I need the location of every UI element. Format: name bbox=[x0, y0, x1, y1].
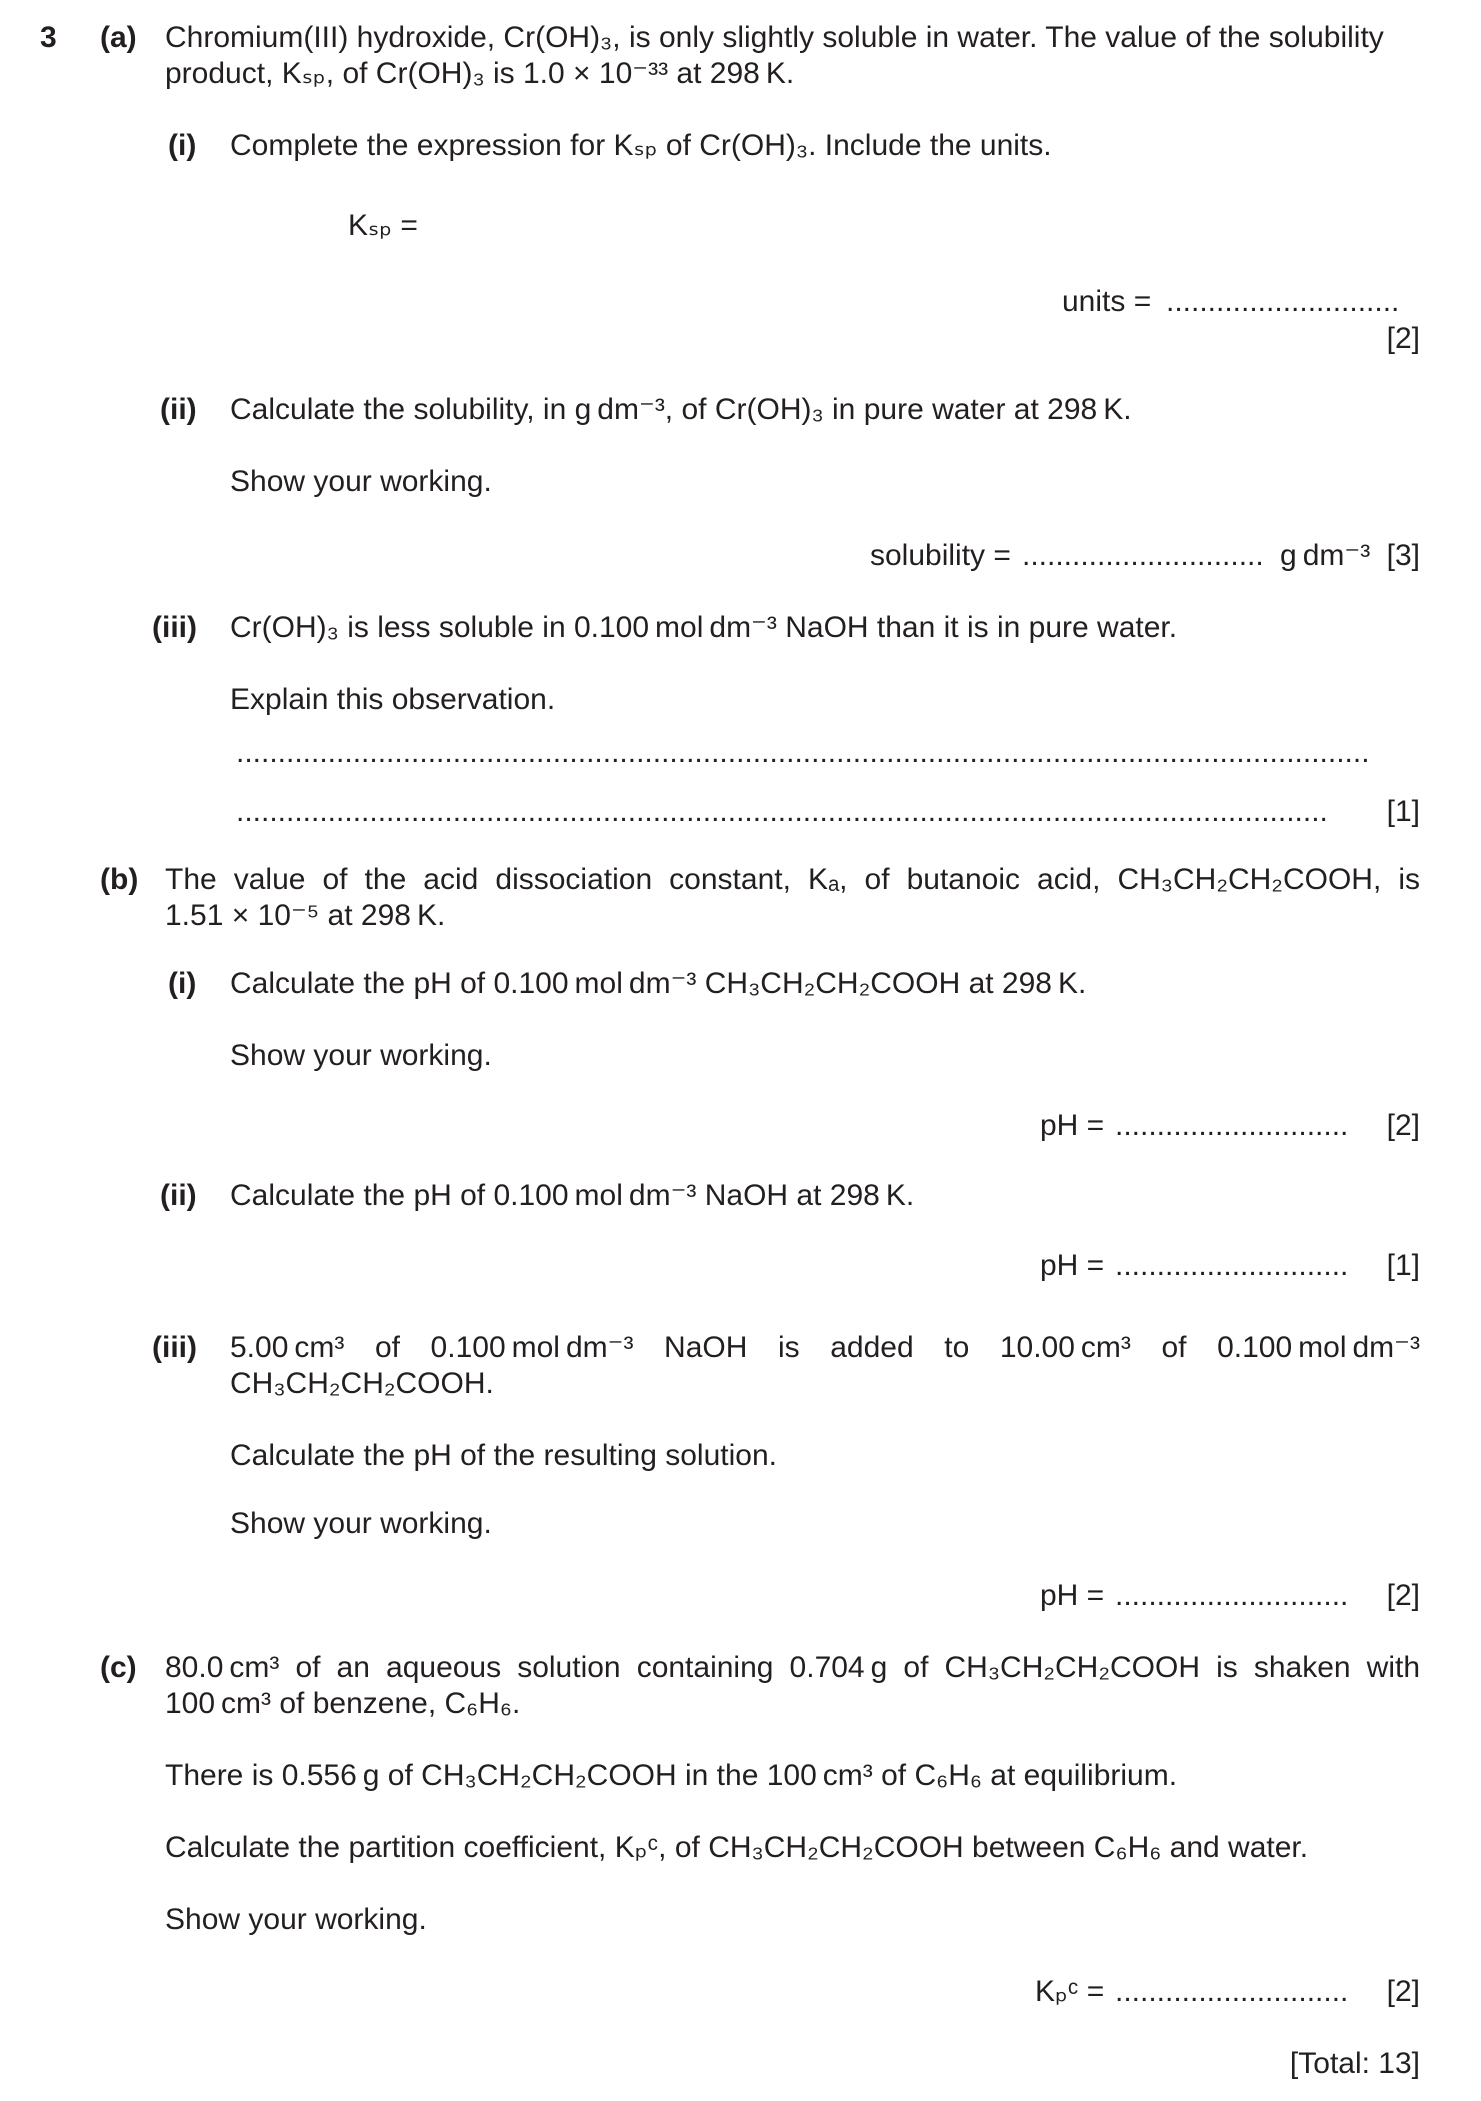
ph-answer-blank-b-i[interactable]: ............................ bbox=[1115, 1109, 1349, 1142]
part-b-iii-marks: [2] bbox=[1386, 1579, 1420, 1612]
part-c-prompt: Calculate the partition coefficient, Kₚᶜ, of CH₃CH₂CH₂COOH between C₆H₆ and water. bbox=[165, 1831, 1309, 1864]
part-b-intro-line1: The value of the acid dissociation constant, Kₐ, of butanoic acid, CH₃CH₂CH₂COOH, is bbox=[165, 863, 1420, 896]
part-b-label: (b) bbox=[100, 863, 139, 896]
part-b-iii-text-line2: CH₃CH₂CH₂COOH. bbox=[230, 1367, 494, 1400]
ksp-expression-label: Kₛₚ = bbox=[348, 209, 418, 242]
ph-answer-blank-b-iii[interactable]: ............................ bbox=[1115, 1579, 1349, 1612]
ph-label-b-iii: pH = bbox=[1040, 1579, 1105, 1612]
part-a-i-marks: [2] bbox=[1386, 322, 1420, 355]
part-a-i-text: Complete the expression for Kₛₚ of Cr(OH)₃. Include the units. bbox=[230, 129, 1052, 162]
kpc-label: Kₚᶜ = bbox=[1035, 1975, 1105, 2008]
part-a-ii-label: (ii) bbox=[160, 393, 197, 426]
ph-label-b-i: pH = bbox=[1040, 1109, 1105, 1142]
part-b-ii-marks: [1] bbox=[1386, 1249, 1420, 1282]
ph-label-b-ii: pH = bbox=[1040, 1249, 1105, 1282]
part-c-equilibrium: There is 0.556 g of CH₃CH₂CH₂COOH in the 100 cm³ of C₆H₆ at equilibrium. bbox=[165, 1759, 1178, 1792]
part-a-iii-marks: [1] bbox=[1386, 795, 1420, 828]
part-a-label: (a) bbox=[100, 21, 137, 54]
part-b-i-marks: [2] bbox=[1386, 1109, 1420, 1142]
part-a-iii-label: (iii) bbox=[152, 611, 197, 644]
solubility-answer-blank[interactable]: ............................. bbox=[1022, 539, 1264, 572]
kpc-answer-blank[interactable]: ............................ bbox=[1115, 1975, 1349, 2008]
part-c-marks: [2] bbox=[1386, 1975, 1420, 2008]
part-a-ii-marks: [3] bbox=[1386, 539, 1420, 572]
part-c-intro-line2: 100 cm³ of benzene, C₆H₆. bbox=[165, 1687, 521, 1720]
part-a-i-label: (i) bbox=[168, 129, 197, 162]
solubility-label: solubility = bbox=[870, 539, 1011, 572]
part-b-ii-text: Calculate the pH of 0.100 mol dm⁻³ NaOH at 298 K. bbox=[230, 1179, 915, 1212]
units-label: units = bbox=[1062, 285, 1152, 318]
explanation-line-1[interactable]: ........................................................................................................................................ bbox=[236, 736, 1370, 769]
explanation-line-2[interactable]: ................................................................................................................................... bbox=[236, 795, 1328, 828]
part-b-iii-text-line1: 5.00 cm³ of 0.100 mol dm⁻³ NaOH is added to 10.00 cm³ of 0.100 mol dm⁻³ bbox=[230, 1331, 1420, 1364]
units-answer-blank[interactable]: ............................ bbox=[1166, 285, 1400, 318]
part-a-ii-working: Show your working. bbox=[230, 465, 492, 498]
part-c-intro-line1: 80.0 cm³ of an aqueous solution containing 0.704 g of CH₃CH₂CH₂COOH is shaken with bbox=[165, 1651, 1420, 1684]
part-a-intro-line2: product, Kₛₚ, of Cr(OH)₃ is 1.0 × 10⁻³³ at 298 K. bbox=[165, 57, 795, 90]
part-a-iii-prompt: Explain this observation. bbox=[230, 683, 556, 716]
part-a-intro-line1: Chromium(III) hydroxide, Cr(OH)₃, is only slightly soluble in water. The value of the solubility bbox=[165, 21, 1384, 54]
ph-answer-blank-b-ii[interactable]: ............................ bbox=[1115, 1249, 1349, 1282]
part-b-iii-working: Show your working. bbox=[230, 1507, 492, 1540]
part-a-ii-text: Calculate the solubility, in g dm⁻³, of Cr(OH)₃ in pure water at 298 K. bbox=[230, 393, 1132, 426]
total-marks: [Total: 13] bbox=[1289, 2047, 1420, 2080]
part-b-intro-line2: 1.51 × 10⁻⁵ at 298 K. bbox=[165, 899, 446, 932]
part-b-i-text: Calculate the pH of 0.100 mol dm⁻³ CH₃CH₂CH₂COOH at 298 K. bbox=[230, 967, 1087, 1000]
solubility-unit: g dm⁻³ bbox=[1280, 539, 1371, 572]
question-number: 3 bbox=[40, 21, 57, 54]
part-b-iii-label: (iii) bbox=[152, 1331, 197, 1364]
part-b-i-label: (i) bbox=[168, 967, 197, 1000]
part-b-iii-prompt: Calculate the pH of the resulting solution. bbox=[230, 1439, 777, 1472]
part-c-label: (c) bbox=[100, 1651, 137, 1684]
part-b-i-working: Show your working. bbox=[230, 1039, 492, 1072]
part-b-ii-label: (ii) bbox=[160, 1179, 197, 1212]
part-c-working: Show your working. bbox=[165, 1903, 427, 1936]
part-a-iii-text: Cr(OH)₃ is less soluble in 0.100 mol dm⁻³ NaOH than it is in pure water. bbox=[230, 611, 1178, 644]
